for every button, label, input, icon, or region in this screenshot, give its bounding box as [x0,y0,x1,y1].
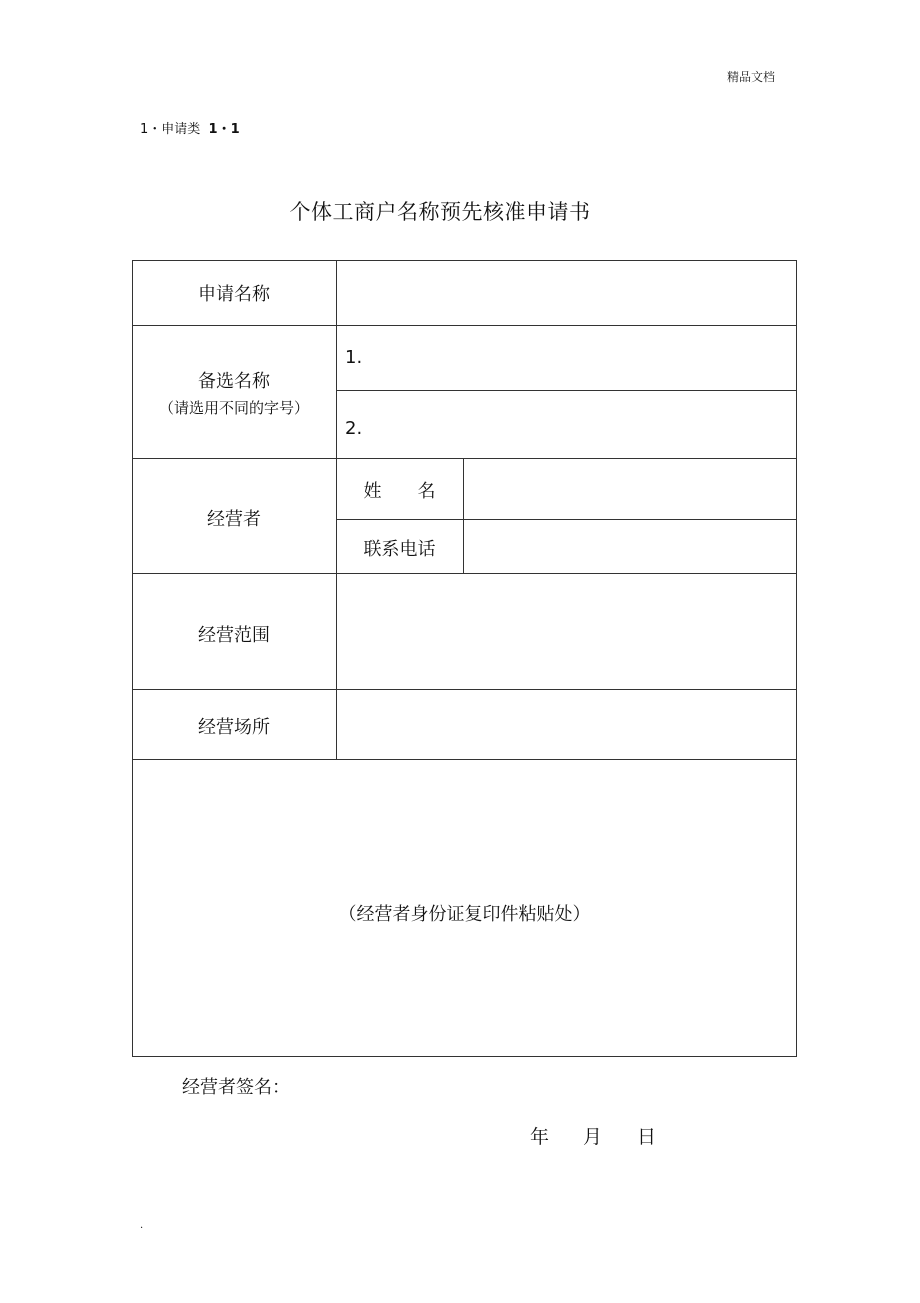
category-number: 1・1 [208,122,240,137]
applied-name-field[interactable] [337,261,796,325]
alternate-name-1-field[interactable] [337,326,796,390]
alternate-name-2-field[interactable] [337,391,796,458]
operator-phone-field[interactable] [464,520,796,573]
table-border-right [796,260,797,1057]
alternate-names-note: （请选用不同的字号） [158,399,309,417]
date-month-label: 月 [583,1126,603,1148]
operator-name-label: 姓 名 [363,481,436,502]
business-scope-label: 经营范围 [198,625,270,646]
operator-phone-label: 联系电话 [363,539,436,560]
id-copy-paste-label: （经营者身份证复印件粘贴处） [338,904,591,925]
category-prefix: 1・申请类 [140,122,201,137]
applied-name-label: 申请名称 [198,284,270,305]
operator-name-field[interactable] [464,459,796,519]
watermark-label: 精品文档 [727,70,776,84]
alternate-name-2-index: 2. [345,418,363,439]
page-mark: . [140,1220,144,1231]
business-premises-label: 经营场所 [198,717,270,738]
category-code [140,118,240,137]
alternate-name-1-index: 1. [345,347,363,368]
business-premises-field[interactable] [337,690,796,759]
business-scope-field[interactable] [337,574,796,689]
date-day-label: 日 [637,1126,657,1148]
table-border-bottom [132,1056,797,1057]
operator-label: 经营者 [207,509,261,530]
page-title: 个体工商户名称预先核准申请书 [289,200,591,224]
date-year-label: 年 [530,1126,550,1148]
signature-label: 经营者签名： [182,1077,290,1098]
alternate-names-label: 备选名称 [198,371,270,392]
